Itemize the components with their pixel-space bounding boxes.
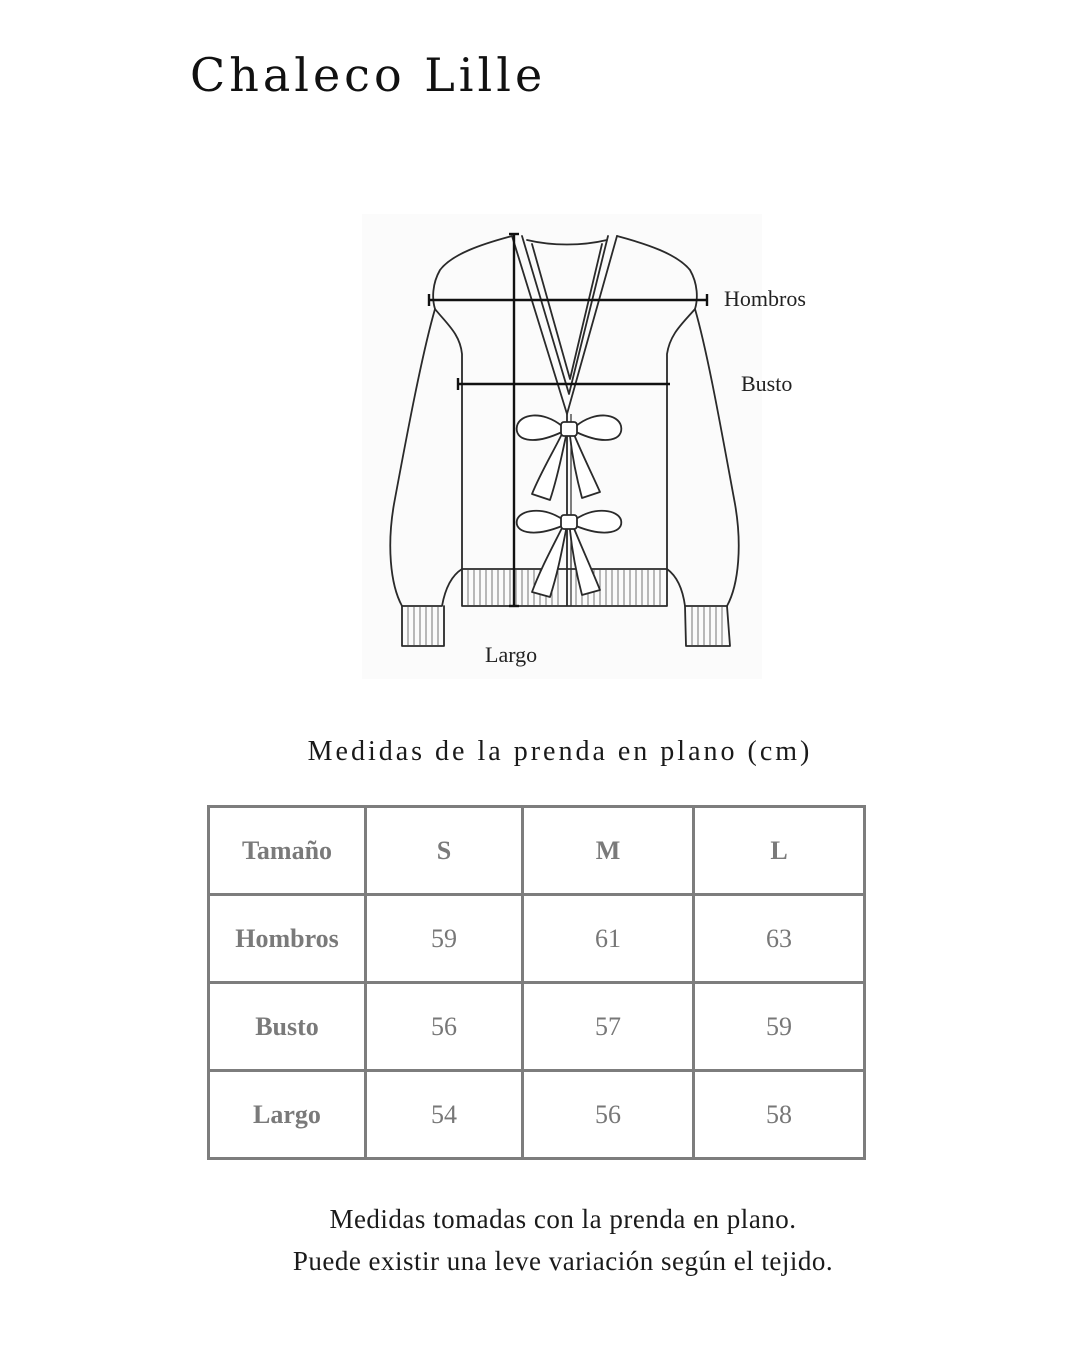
cardigan-illustration-icon [362,214,762,679]
table-cell: 58 [694,1071,865,1159]
footnote-line-2: Puede existir una leve variación según el tejido. [292,1246,834,1276]
table-cell: 59 [366,895,523,983]
table-cell: 57 [523,983,694,1071]
header-cell-m: M [523,807,694,895]
footnote-line-1: Medidas tomadas con la prenda en plano. [329,1204,797,1234]
table-cell: 56 [523,1071,694,1159]
table-row [209,1071,865,1159]
table-title: Medidas de la prenda en plano (cm) [307,736,813,767]
diagram-label-hombros: Hombros [724,286,806,311]
table-cell: 54 [366,1071,523,1159]
row-label-busto: Busto [209,983,366,1071]
size-table [207,805,866,1160]
table-cell: 56 [366,983,523,1071]
header-cell-tamano: Tamaño [209,807,366,895]
header-cell-s: S [366,807,523,895]
diagram-label-busto: Busto [741,371,793,396]
header-cell-l: L [694,807,865,895]
diagram-label-largo: Largo [485,642,538,667]
table-cell: 63 [694,895,865,983]
row-label-hombros: Hombros [209,895,366,983]
table-row [209,983,865,1071]
page-title: Chaleco Lille [190,48,547,102]
row-label-largo: Largo [209,1071,366,1159]
table-cell: 61 [523,895,694,983]
table-row [209,895,865,983]
table-header-row [209,807,865,895]
table-cell: 59 [694,983,865,1071]
